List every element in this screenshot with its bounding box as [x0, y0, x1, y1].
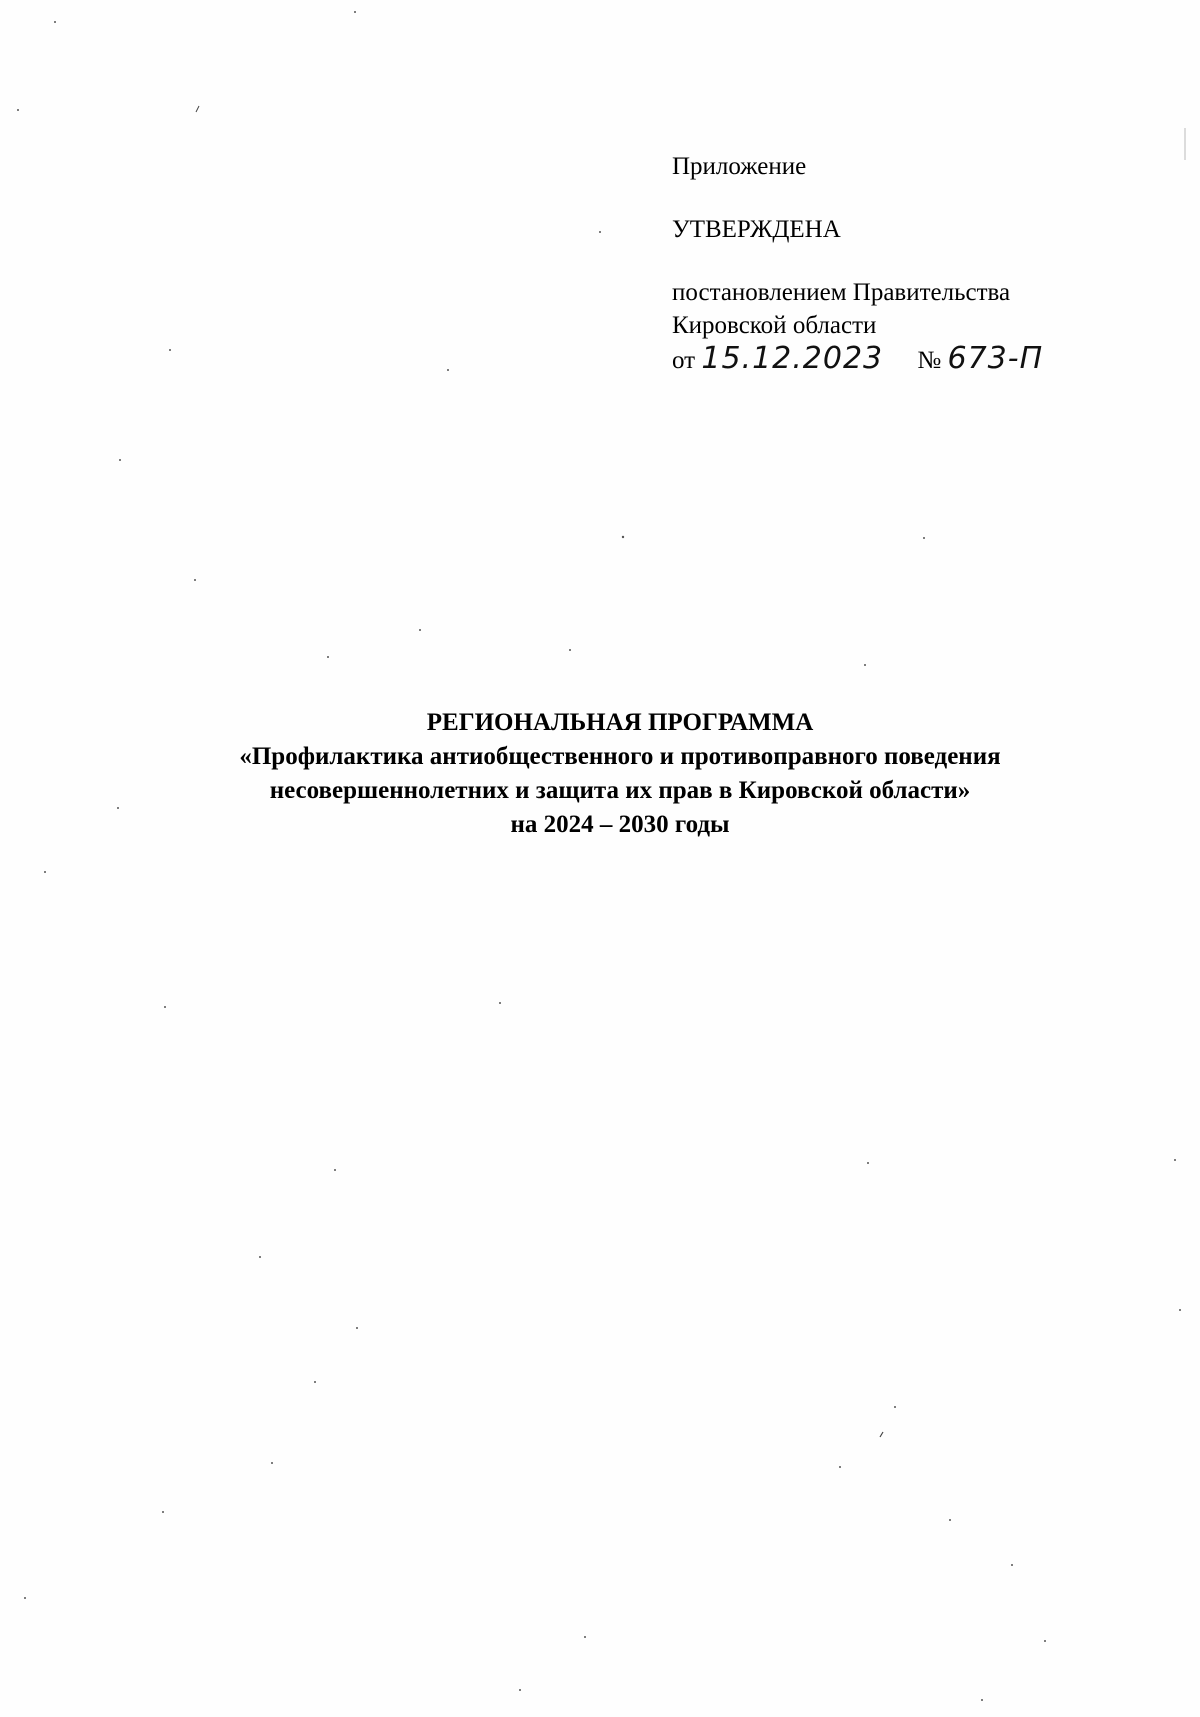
approval-stamp-block — [672, 150, 1092, 377]
handwritten-number: 673-П — [947, 341, 1044, 376]
decree-line-1: постановлением Правительства — [672, 279, 1011, 306]
program-title: РЕГИОНАЛЬНАЯ ПРОГРАММА — [426, 709, 814, 736]
date-prefix: от — [672, 347, 696, 374]
decree-line-2: Кировской области — [672, 312, 877, 339]
program-name-line-2: несовершеннолетних и защита их прав в Кировской области» — [269, 777, 971, 804]
handwritten-date: 15.12.2023 — [701, 341, 884, 376]
program-title-block — [150, 706, 1090, 842]
number-prefix: № — [917, 347, 942, 374]
program-name-line-1: «Профилактика антиобщественного и противоправного поведения — [239, 743, 1001, 770]
appendix-label: Приложение — [672, 153, 807, 180]
approved-label: УТВЕРЖДЕНА — [672, 216, 841, 243]
program-period: на 2024 – 2030 годы — [510, 811, 730, 838]
decree-date-number-line — [672, 342, 1092, 377]
